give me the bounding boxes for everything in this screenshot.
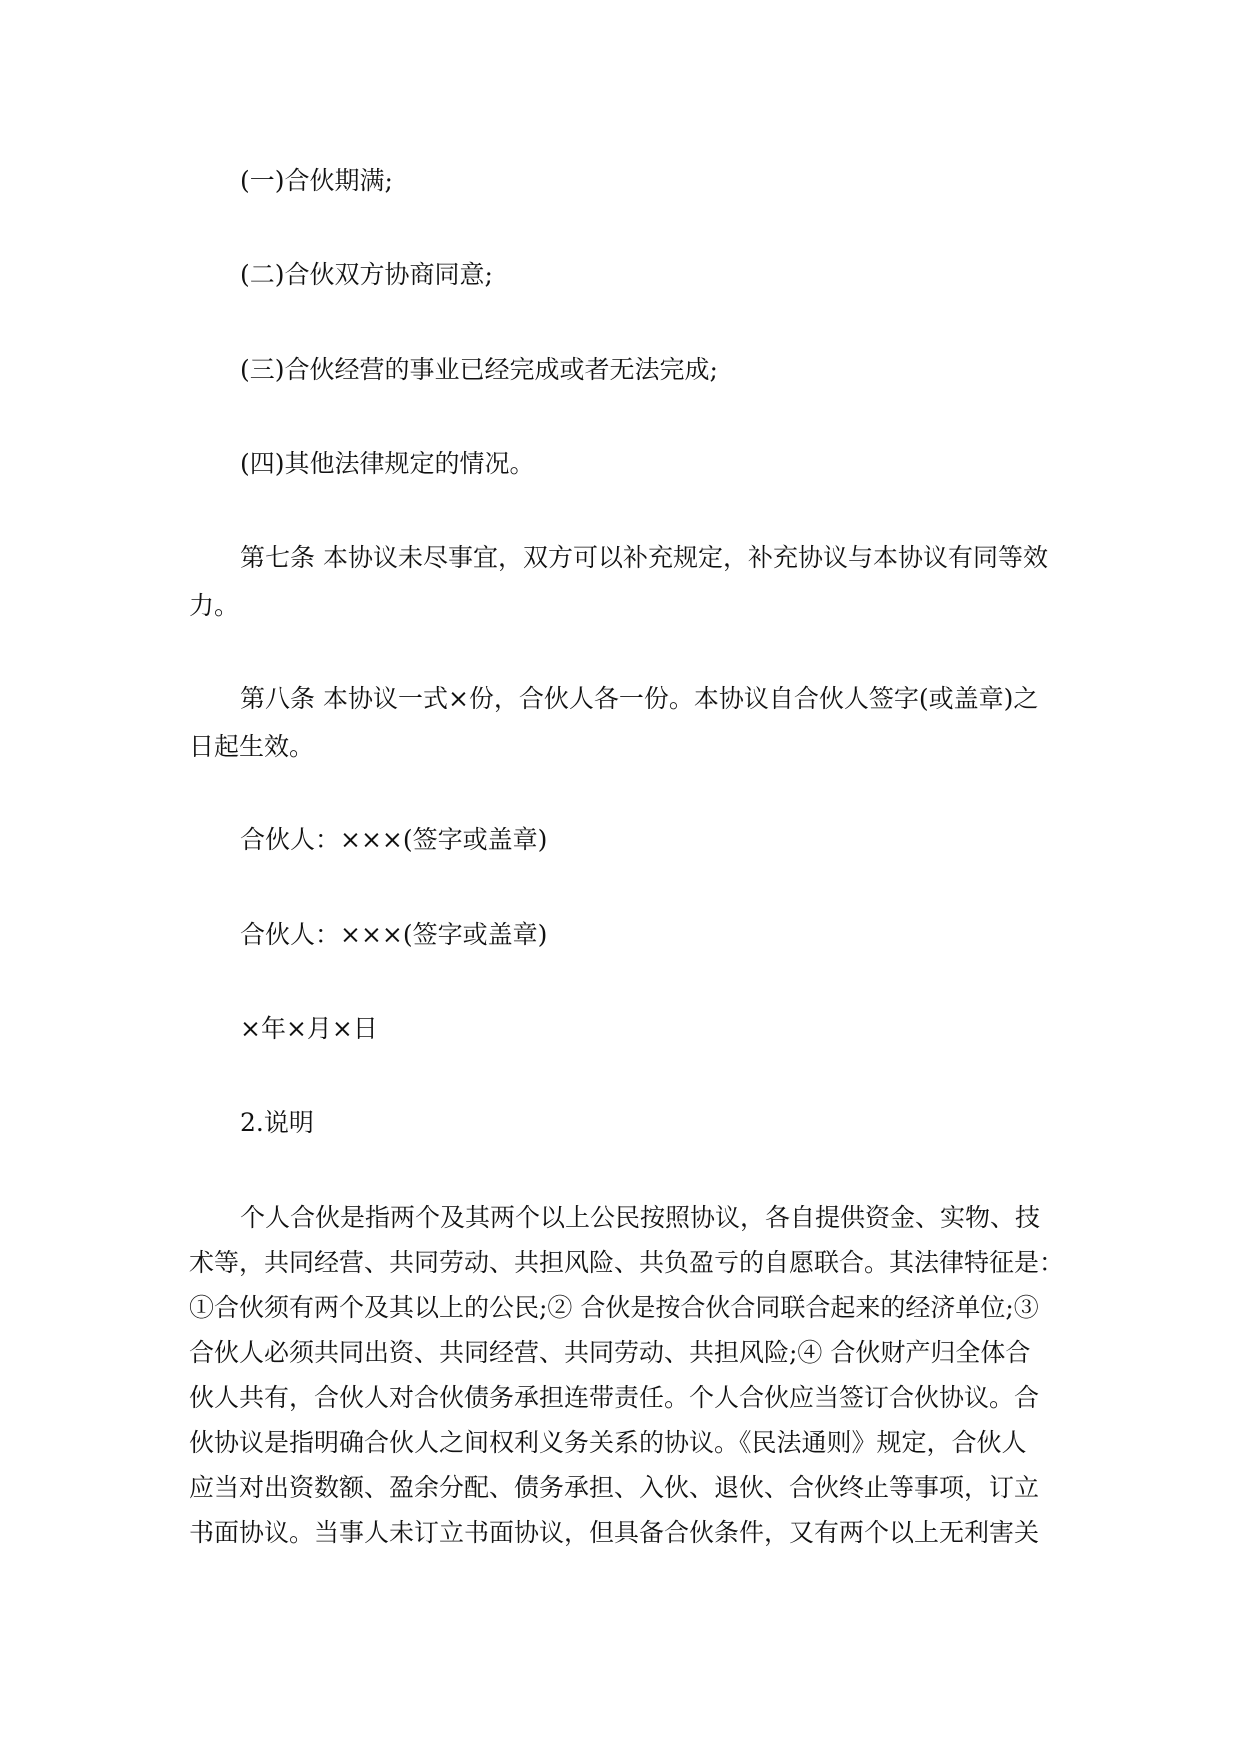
explanation-line-8: 书面协议。当事人未订立书面协议，但具备合伙条件，又有两个以上无利害关 bbox=[189, 1518, 1040, 1547]
article-7-line-1: 第七条 本协议未尽事宜，双方可以补充规定，补充协议与本协议有同等效 bbox=[240, 543, 1048, 572]
article-8-line-1: 第八条 本协议一式×份，合伙人各一份。本协议自合伙人签字(或盖章)之 bbox=[240, 684, 1039, 713]
article-7 bbox=[189, 539, 1061, 624]
explanation-line-7: 应当对出资数额、盈余分配、债务承担、入伙、退伙、合伙终止等事项，订立 bbox=[189, 1473, 1040, 1502]
article-7-line-2: 力。 bbox=[189, 591, 240, 620]
section-title: 2.说明 bbox=[240, 1108, 314, 1137]
list-item-4: (四)其他法律规定的情况。 bbox=[240, 449, 535, 478]
list-item-1: (一)合伙期满; bbox=[240, 166, 393, 195]
explanation-paragraph bbox=[189, 1199, 1065, 1559]
explanation-line-1: 个人合伙是指两个及其两个以上公民按照协议，各自提供资金、实物、技 bbox=[240, 1203, 1041, 1232]
explanation-line-3: ①合伙须有两个及其以上的公民;② 合伙是按合伙合同联合起来的经济单位;③ bbox=[189, 1293, 1039, 1322]
list-item-3: (三)合伙经营的事业已经完成或者无法完成; bbox=[240, 355, 718, 384]
list-item-2: (二)合伙双方协商同意; bbox=[240, 260, 493, 289]
explanation-line-4: 合伙人必须共同出资、共同经营、共同劳动、共担风险;④ 合伙财产归全体合 bbox=[189, 1338, 1031, 1367]
date-line: ×年×月×日 bbox=[240, 1014, 378, 1043]
explanation-line-2: 术等，共同经营、共同劳动、共担风险、共负盈亏的自愿联合。其法律特征是： bbox=[189, 1248, 1065, 1277]
explanation-line-6: 伙协议是指明确合伙人之间权利义务关系的协议。《民法通则》规定，合伙人 bbox=[189, 1428, 1027, 1457]
signature-line-1: 合伙人：×××(签字或盖章) bbox=[240, 825, 548, 854]
signature-line-2: 合伙人：×××(签字或盖章) bbox=[240, 920, 548, 949]
article-8 bbox=[189, 680, 1061, 765]
article-8-line-2: 日起生效。 bbox=[189, 732, 315, 761]
explanation-line-5: 伙人共有，合伙人对合伙债务承担连带责任。个人合伙应当签订合伙协议。合 bbox=[189, 1383, 1040, 1412]
